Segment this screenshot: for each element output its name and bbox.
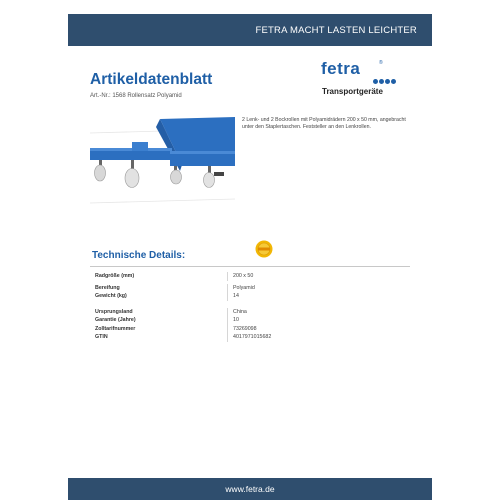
logo-registered-mark: ® [379,60,383,66]
logo-tagline: Transportgeräte [322,87,383,96]
spec-row [93,284,410,293]
column-divider [227,333,228,342]
column-divider [227,316,228,325]
section-title-technical-details: Technische Details: [92,250,186,261]
spec-row [93,308,410,317]
spec-value: 73269098 [233,325,257,332]
warranty-badge-icon [255,240,273,258]
spec-value: Polyamid [233,284,255,291]
spec-label: Zolltarifnummer [95,325,136,332]
logo-dots-icon [373,71,399,77]
product-image [90,115,235,215]
spec-row [93,292,410,301]
column-divider [227,308,228,317]
column-divider [227,325,228,334]
technical-details-table [93,272,410,342]
column-divider [227,292,228,301]
spec-value: 200 x 50 [233,273,254,279]
product-description: 2 Lenk- und 2 Bockrollen mit Polyamidrädern 200 x 50 mm, angebracht unter den Staplertaschen. Feststeller an den Lenkrollen. [242,117,406,131]
document-title: Artikeldatenblatt [90,71,213,88]
banner-slogan: FETRA MACHT LASTEN LEICHTER [255,25,417,36]
spec-label: Garantie (Jahre) [95,317,136,323]
spec-value: 14 [233,293,239,299]
spec-row [93,272,410,281]
spec-label: GTIN [95,334,108,340]
column-divider [227,284,228,293]
section-divider [90,266,410,267]
fetra-logo [321,59,401,103]
spec-row [93,316,410,325]
spec-row [93,333,410,342]
spec-label: Ursprungsland [95,308,133,315]
spec-label: Radgröße (mm) [95,273,135,279]
spec-value: 4017971015682 [233,334,272,340]
logo-wordmark: fetra [321,59,361,78]
top-banner [68,14,432,46]
spec-label: Gewicht (kg) [95,293,127,299]
footer-url-link[interactable]: www.fetra.de [225,484,275,494]
column-divider [227,272,228,281]
footer-bar [68,478,432,500]
spec-label: Bereifung [95,284,120,291]
article-number: Art.-Nr.: 1568 Rollensatz Polyamid [90,93,182,99]
spec-value: 10 [233,317,239,323]
spec-value: China [233,308,247,315]
spec-row [93,325,410,334]
